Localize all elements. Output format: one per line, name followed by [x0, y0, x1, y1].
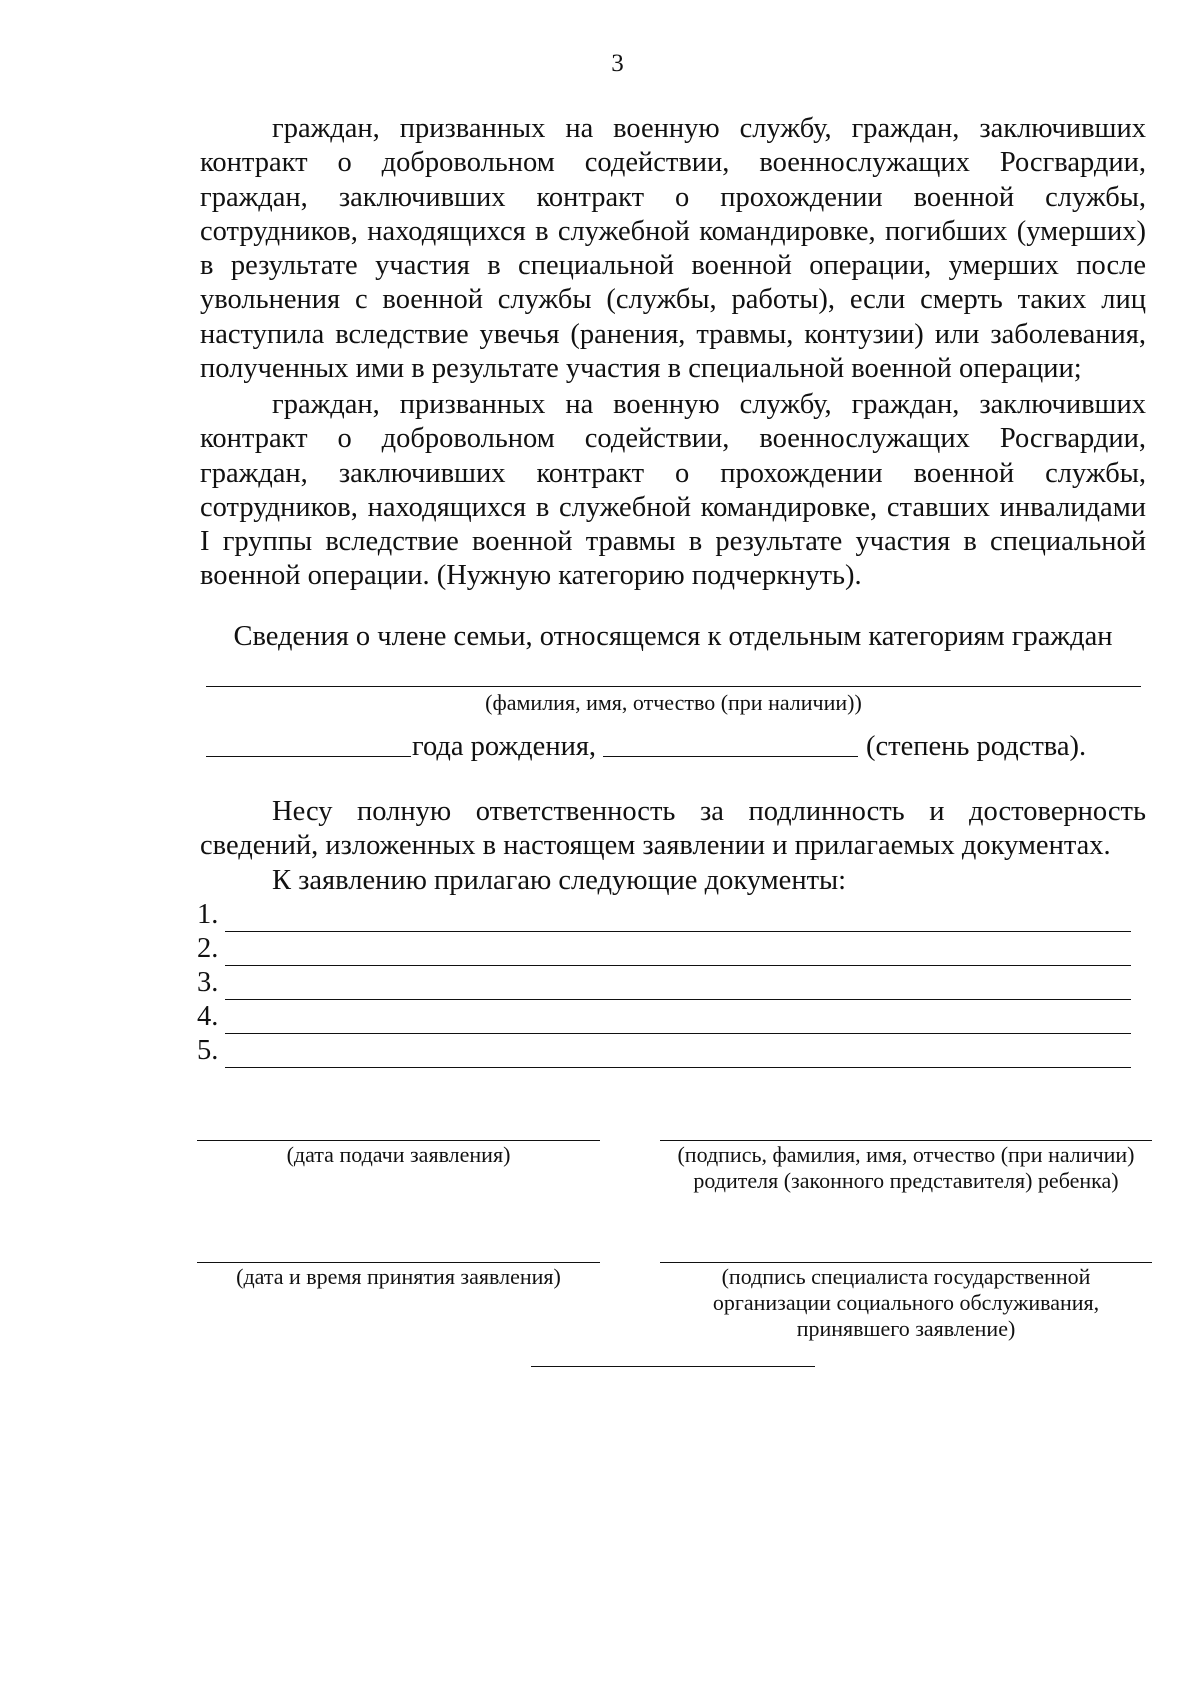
documents-list-number: 4. [197, 1001, 219, 1032]
document-field-line[interactable] [225, 1067, 1131, 1068]
category-paragraph-disabled: граждан, призванных на военную службу, граждан, заключивших контракт о добровольном содействии, военнослужащих Росгвардии, граждан, заключивших контракт о прохождении военной службы, сотрудников, находящихся в служебной командировке, ставших инвалидами I группы вследствие военной травмы в результате участия в специальной военной операции. (Нужную категорию подчеркнуть). [200, 389, 1146, 592]
specialist-caption-line-2: организации социального обслуживания, [712, 1290, 1100, 1315]
page-number: 3 [611, 50, 624, 77]
documents-list-number: 3. [197, 967, 219, 998]
parent-signature-line[interactable] [660, 1140, 1152, 1141]
relation-label: (степень родства). [866, 731, 1087, 762]
birth-year-field-line[interactable] [206, 756, 411, 757]
submission-date-line[interactable] [197, 1140, 600, 1141]
acceptance-datetime-line[interactable] [197, 1262, 600, 1263]
document-field-line[interactable] [225, 1033, 1131, 1034]
document-field-line[interactable] [225, 965, 1131, 966]
acceptance-datetime-caption: (дата и время принятия заявления) [236, 1264, 561, 1289]
document-field-line[interactable] [225, 931, 1131, 932]
documents-list-number: 2. [197, 933, 219, 964]
specialist-signature-line[interactable] [660, 1262, 1152, 1263]
documents-list-number: 1. [197, 899, 219, 930]
parent-signature-caption-line-2: родителя (законного представителя) ребенка) [693, 1168, 1119, 1193]
family-member-heading: Сведения о члене семьи, относящемся к отдельным категориям граждан [233, 621, 1113, 652]
submission-date-caption: (дата подачи заявления) [286, 1142, 511, 1167]
end-divider [531, 1366, 815, 1367]
documents-list-number: 5. [197, 1035, 219, 1066]
parent-signature-caption [660, 1142, 1152, 1194]
category-paragraph-deceased: граждан, призванных на военную службу, граждан, заключивших контракт о добровольном содействии, военнослужащих Росгвардии, граждан, заключивших контракт о прохождении военной службы, сотрудников, находящихся в служебной командировке, погибших (умерших) в результате участия в специальной военной операции, умерших после увольнения с военной службы (службы, работы), если смерть таких лиц наступила вследствие увечья (ранения, травмы, контузии) или заболевания, полученных ими в результате участия в специальной военной операции; [200, 113, 1146, 385]
specialist-caption-line-1: (подпись специалиста государственной [721, 1264, 1091, 1289]
responsibility-statement: Несу полную ответственность за подлинность и достоверность сведений, изложенных в настоящем заявлении и прилагаемых документах. [200, 796, 1146, 862]
family-member-name-line[interactable] [206, 686, 1141, 687]
relation-field-line[interactable] [603, 756, 858, 757]
family-member-name-caption: (фамилия, имя, отчество (при наличии)) [485, 690, 862, 715]
specialist-signature-caption [660, 1264, 1152, 1342]
specialist-caption-line-3: принявшего заявление) [796, 1316, 1016, 1341]
birth-year-label: года рождения, [412, 731, 597, 762]
document-field-line[interactable] [225, 999, 1131, 1000]
documents-intro: К заявлению прилагаю следующие документы: [272, 865, 847, 896]
parent-signature-caption-line-1: (подпись, фамилия, имя, отчество (при наличии) [677, 1142, 1135, 1167]
